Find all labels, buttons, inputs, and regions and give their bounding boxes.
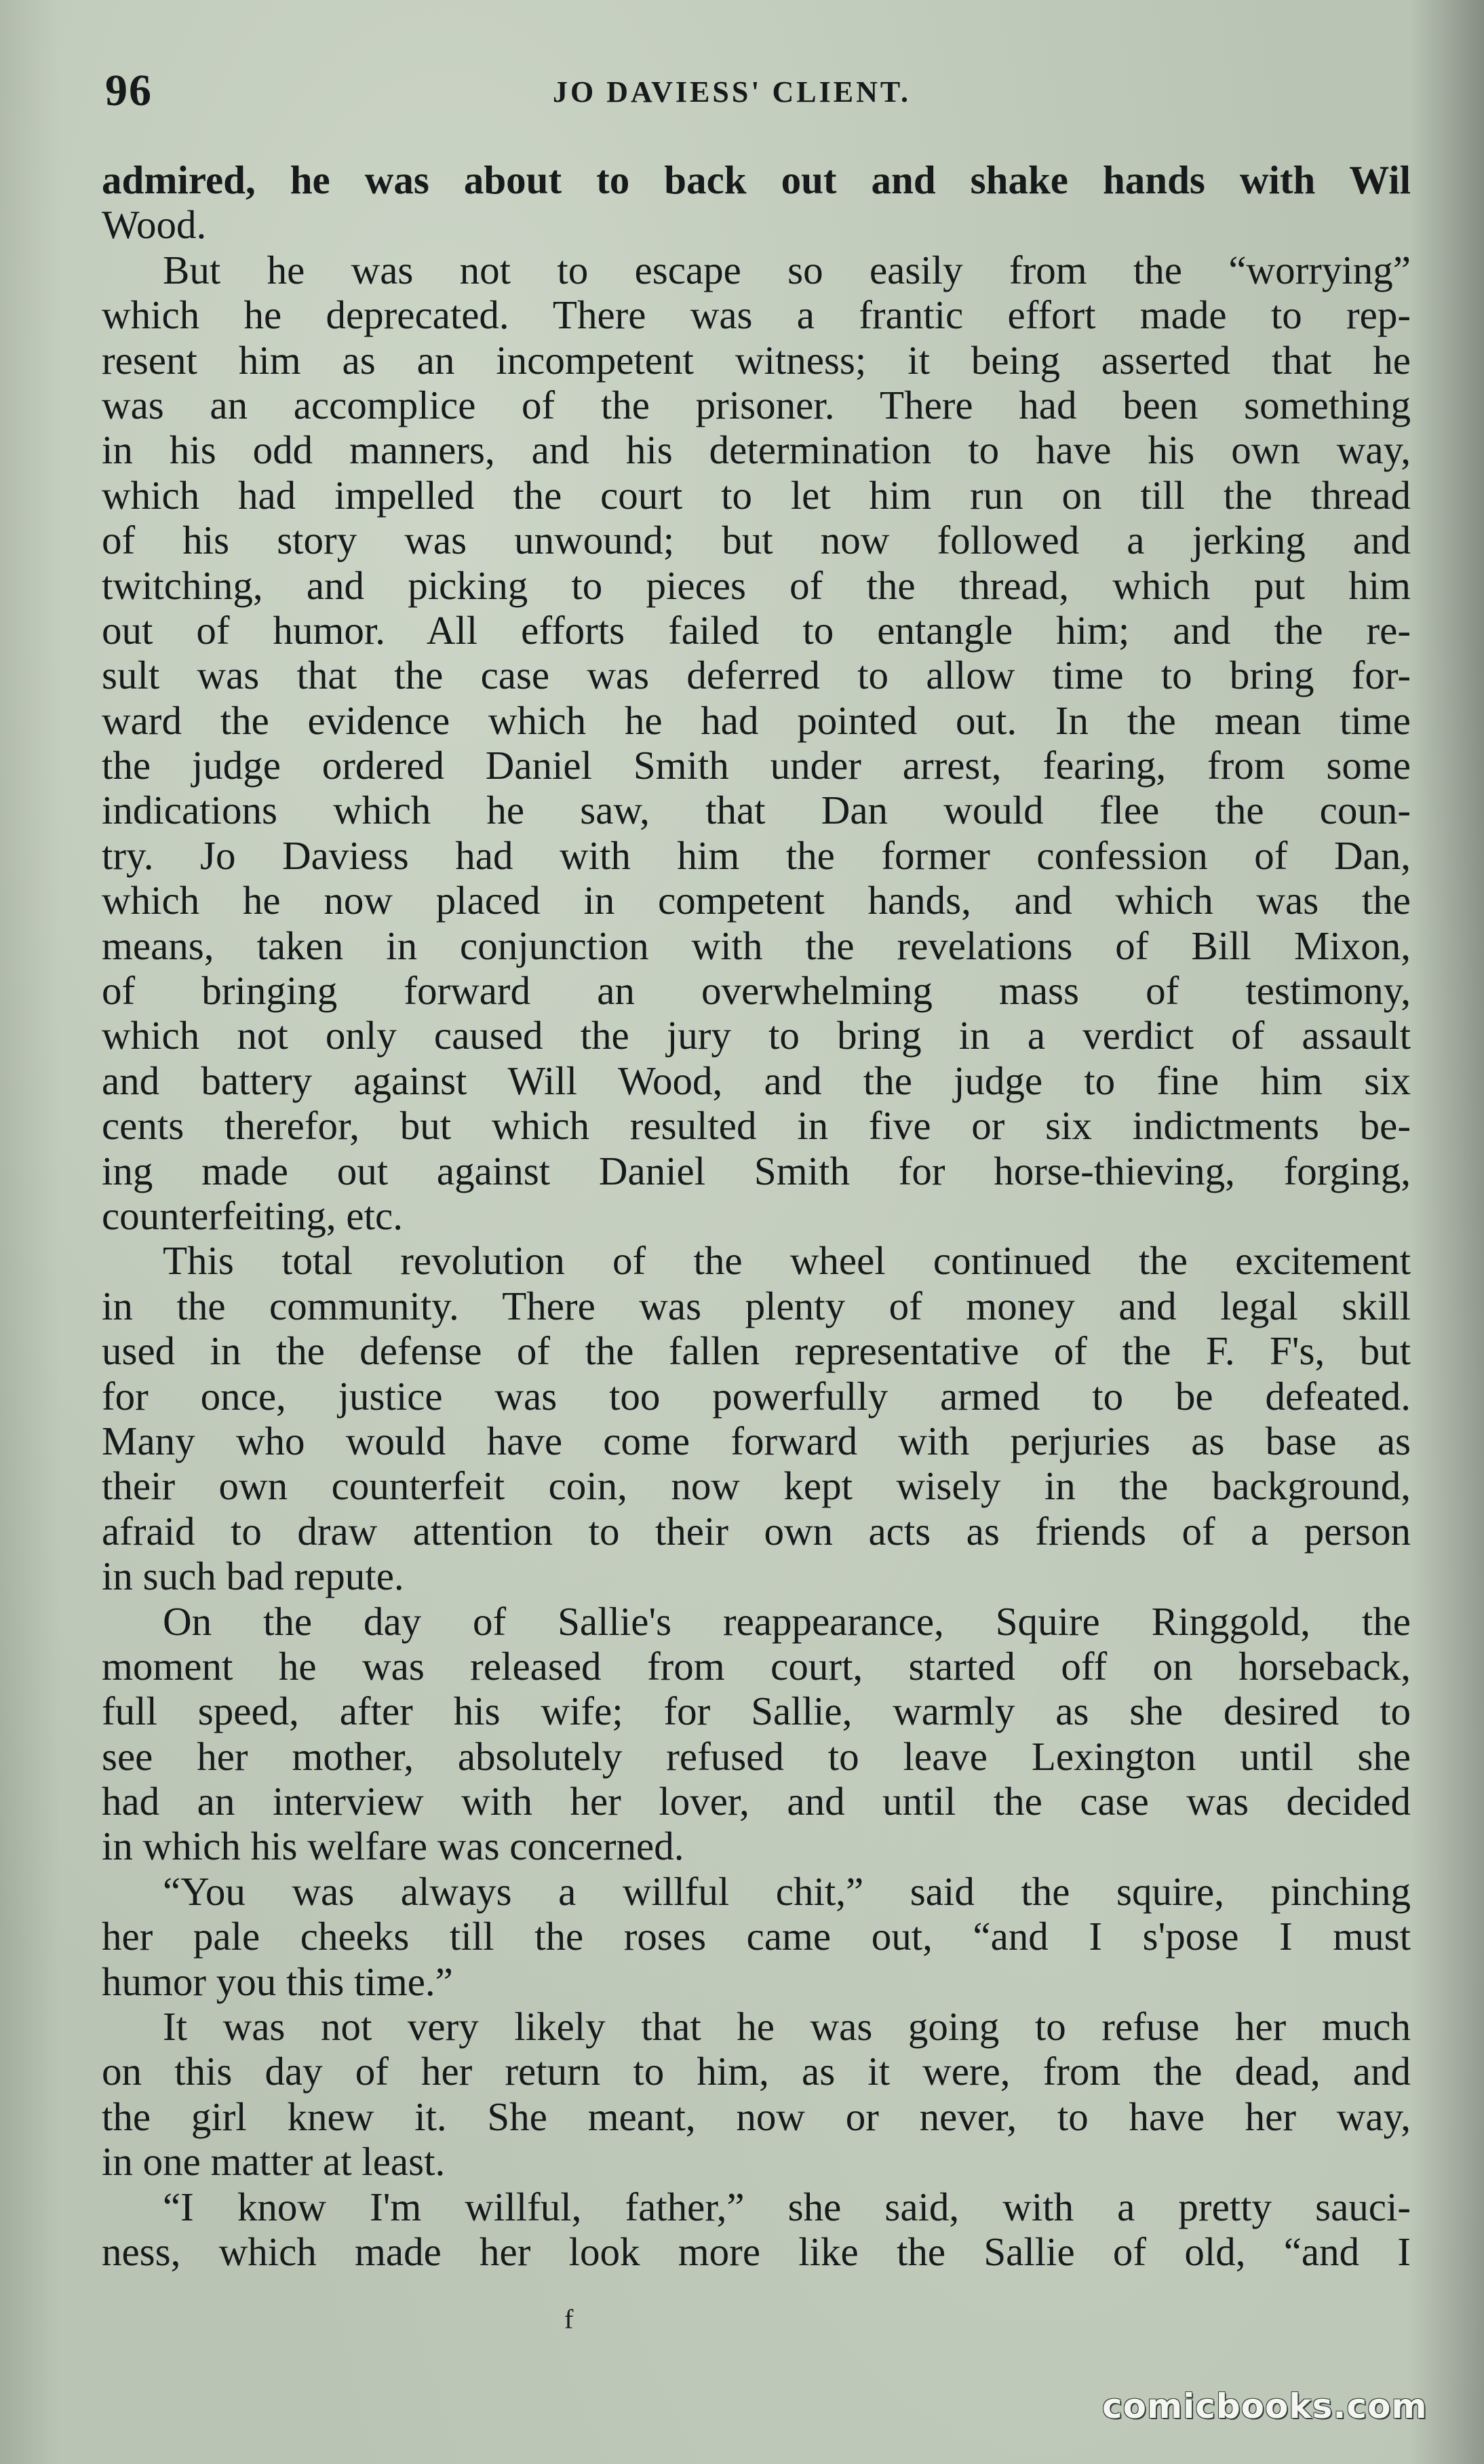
text-line: ward the evidence which he had pointed out. In the mean time: [102, 697, 1411, 743]
text-line: Many who would have come forward with perjuries as base as: [102, 1418, 1411, 1463]
text-line: Wood.: [102, 202, 207, 248]
watermark: comicbooks.com: [1102, 2387, 1428, 2426]
text-line: in such bad repute.: [102, 1554, 404, 1599]
body-text: [102, 157, 1411, 2274]
text-line: It was not very likely that he was going to refuse her much: [163, 2004, 1411, 2049]
text-line: used in the defense of the fallen representative of the F. F's, but: [102, 1328, 1411, 1374]
text-line: moment he was released from court, started off on horseback,: [102, 1643, 1411, 1689]
text-line: means, taken in conjunction with the revelations of Bill Mixon,: [102, 923, 1411, 968]
text-line: try. Jo Daviess had with him the former confession of Dan,: [102, 832, 1411, 878]
text-line: see her mother, absolutely refused to leave Lexington until she: [102, 1733, 1411, 1779]
running-head: [105, 65, 1418, 126]
text-line: “You was always a willful chit,” said the squire, pinching: [163, 1868, 1411, 1914]
text-line: On the day of Sallie's reappearance, Squire Ringgold, the: [163, 1598, 1411, 1644]
text-line: humor you this time.”: [102, 1959, 453, 2004]
text-line: for once, justice was too powerfully armed to be defeated.: [102, 1373, 1411, 1419]
text-line: of his story was unwound; but now followed a jerking and: [102, 518, 1411, 563]
text-line: ing made out against Daniel Smith for horse-thieving, forging,: [102, 1148, 1411, 1193]
text-line: in one matter at least.: [102, 2139, 446, 2184]
page-number: 96: [105, 66, 153, 115]
text-line: ness, which made her look more like the Sallie of old, “and I: [102, 2229, 1411, 2274]
text-line: afraid to draw attention to their own acts as friends of a person: [102, 1508, 1411, 1554]
text-line: in the community. There was plenty of money and legal skill: [102, 1283, 1411, 1328]
text-line: was an accomplice of the prisoner. There had been something: [102, 382, 1411, 427]
running-title: JO DAVIESS' CLIENT.: [553, 75, 911, 109]
text-line: sult was that the case was deferred to allow time to bring for-: [102, 653, 1411, 698]
text-line: in his odd manners, and his determination to have his own way,: [102, 427, 1411, 473]
folio-mark: f: [564, 2304, 574, 2334]
text-line: resent him as an incompetent witness; it being asserted that he: [102, 337, 1411, 383]
text-line: which not only caused the jury to bring in a verdict of assault: [102, 1013, 1411, 1058]
text-line: “I know I'm willful, father,” she said, with a pretty sauci-: [163, 2184, 1411, 2229]
text-line: had an interview with her lover, and until the case was decided: [102, 1779, 1411, 1824]
text-line: which he now placed in competent hands, and which was the: [102, 878, 1411, 923]
text-line: of bringing forward an overwhelming mass of testimony,: [102, 968, 1411, 1014]
text-line: on this day of her return to him, as it were, from the dead, and: [102, 2049, 1411, 2094]
text-line: twitching, and picking to pieces of the thread, which put him: [102, 562, 1411, 608]
text-line: the girl knew it. She meant, now or never, to have her way,: [102, 2094, 1411, 2139]
text-line: her pale cheeks till the roses came out, “and I s'pose I must: [102, 1914, 1411, 1959]
text-line: full speed, after his wife; for Sallie, warmly as she desired to: [102, 1689, 1411, 1734]
text-line: counterfeiting, etc.: [102, 1193, 403, 1238]
text-line: cents therefor, but which resulted in five or six indictments be-: [102, 1103, 1411, 1149]
text-line: admired, he was about to back out and shake hands with Wil: [102, 157, 1411, 202]
text-line: the judge ordered Daniel Smith under arrest, fearing, from some: [102, 743, 1411, 788]
text-line: and battery against Will Wood, and the judge to fine him six: [102, 1058, 1411, 1103]
text-line: in which his welfare was concerned.: [102, 1824, 684, 1869]
text-line: indications which he saw, that Dan would flee the coun-: [102, 788, 1411, 833]
text-line: which he deprecated. There was a frantic effort made to rep-: [102, 292, 1411, 338]
text-line: out of humor. All efforts failed to entangle him; and the re-: [102, 607, 1411, 653]
text-line: their own counterfeit coin, now kept wisely in the background,: [102, 1463, 1411, 1509]
text-line: But he was not to escape so easily from the “worrying”: [163, 247, 1411, 292]
text-line: This total revolution of the wheel continued the excitement: [163, 1238, 1411, 1284]
text-line: which had impelled the court to let him run on till the thread: [102, 472, 1411, 518]
